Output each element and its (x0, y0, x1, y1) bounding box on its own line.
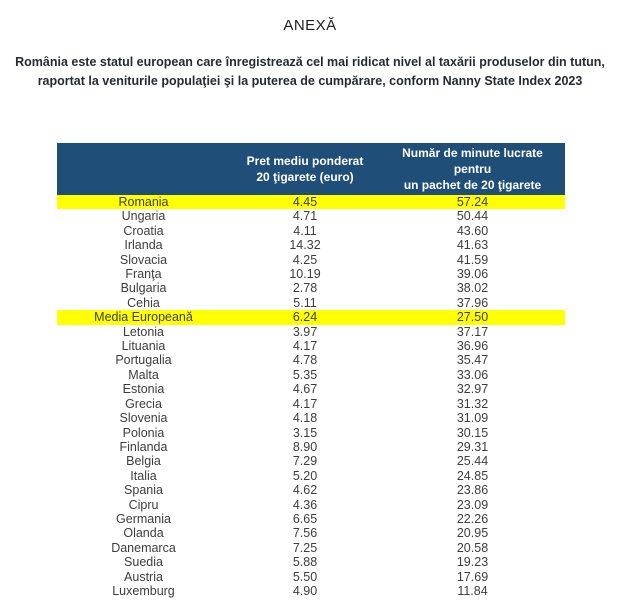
table-row-highlighted (57, 195, 565, 209)
table-header-row (57, 143, 565, 195)
table-header (57, 143, 565, 195)
cell-country: Spania (124, 483, 163, 498)
cell-minutes: 37.96 (456, 295, 489, 310)
cell-minutes: 32.97 (456, 382, 489, 397)
cell-country: Bulgaria (120, 281, 167, 296)
cell-minutes: 20.95 (456, 526, 489, 541)
table-row (57, 454, 565, 468)
cell-minutes: 41.59 (456, 252, 489, 267)
subtitle-line-2: raportat la veniturile populaţiei şi la puterea de cumpărare, conform Nanny State Index 2023 (37, 74, 583, 88)
header-cell-price (230, 143, 380, 195)
table-row (57, 368, 565, 382)
table-row (57, 238, 565, 252)
cell-price: 6.24 (230, 310, 380, 324)
cell-price: 5.35 (292, 367, 318, 382)
cell-price: 7.29 (292, 454, 318, 469)
cell-minutes: 41.63 (456, 238, 489, 253)
cell-country: Suedia (124, 555, 163, 570)
cell-country: Danemarca (111, 540, 176, 555)
cell-minutes: 31.32 (456, 396, 489, 411)
cell-country: Estonia (122, 382, 165, 397)
cell-country: Grecia (125, 396, 162, 411)
cell-minutes: 37.17 (456, 324, 489, 339)
table-row (57, 411, 565, 425)
cell-country: Germania (116, 511, 171, 526)
table-row (57, 397, 565, 411)
cell-country: Letonia (122, 324, 164, 339)
table-row (57, 498, 565, 512)
header-cell-country (57, 143, 230, 195)
cell-minutes: 36.96 (456, 339, 489, 354)
page-title: ANEXĂ (283, 17, 337, 34)
cell-price: 5.11 (293, 295, 317, 310)
cell-minutes: 57.24 (380, 195, 565, 209)
cell-price: 4.36 (292, 497, 318, 512)
cell-country: Franţa (125, 267, 162, 282)
cell-country: Ungaria (121, 209, 166, 224)
cell-price: 6.65 (292, 511, 318, 526)
cell-country: Slovacia (119, 252, 168, 267)
table-row (57, 469, 565, 483)
cell-minutes: 25.44 (456, 454, 489, 469)
cell-price: 4.67 (292, 382, 318, 397)
cell-minutes: 50.44 (456, 209, 489, 224)
cell-price: 3.97 (292, 324, 318, 339)
cell-price: 4.18 (292, 411, 318, 426)
table-row (57, 526, 565, 540)
cell-minutes: 24.85 (456, 468, 489, 483)
table-row (57, 224, 565, 238)
cell-price: 4.17 (292, 339, 318, 354)
cell-price: 2.78 (292, 281, 318, 296)
cell-minutes: 30.15 (456, 425, 489, 440)
cell-country: Croatia (123, 223, 164, 238)
cell-minutes: 39.06 (456, 267, 489, 282)
cell-country: Malta (128, 367, 159, 382)
header-price-line-1: Pret mediu ponderat (246, 154, 364, 168)
cell-minutes: 27.50 (380, 310, 565, 324)
page-subtitle (0, 53, 620, 91)
cell-minutes: 20.58 (456, 540, 489, 555)
table-row (57, 339, 565, 353)
cell-price: 4.17 (292, 396, 318, 411)
cell-price: 7.56 (292, 526, 318, 541)
cell-minutes: 43.60 (456, 223, 489, 238)
table-row (57, 281, 565, 295)
cell-price: 4.71 (292, 209, 318, 224)
cell-minutes: 35.47 (456, 353, 489, 368)
cell-country: Finlanda (119, 439, 168, 454)
table-row (57, 555, 565, 569)
cell-price: 4.78 (292, 353, 318, 368)
header-minutes-line-2: un pachet de 20 ţigarete (403, 178, 542, 192)
header-cell-minutes (380, 143, 565, 195)
cell-price: 5.50 (292, 569, 318, 584)
table-row (57, 584, 565, 598)
cell-price: 8.90 (292, 439, 318, 454)
cell-country: Polonia (122, 425, 165, 440)
cell-price: 14.32 (289, 238, 321, 253)
cell-price: 3.15 (292, 425, 318, 440)
cell-country: Media Europeană (57, 310, 230, 324)
table-row-highlighted (57, 310, 565, 324)
cell-minutes: 29.31 (456, 439, 489, 454)
cell-country: Romania (57, 195, 230, 209)
table-row (57, 382, 565, 396)
cell-price: 5.88 (292, 555, 318, 570)
table-row (57, 253, 565, 267)
cell-country: Luxemburg (112, 583, 175, 598)
cell-minutes: 33.06 (456, 367, 489, 382)
header-price-line-2: 20 ţigarete (euro) (256, 170, 354, 184)
cell-minutes: 23.09 (456, 497, 489, 512)
cell-country: Portugalia (115, 353, 172, 368)
table-row (57, 353, 565, 367)
subtitle-line-1: România este statul european care înregistrează cel mai ridicat nivel al taxării produselor din tutun, (15, 55, 605, 69)
cell-country: Italia (130, 468, 157, 483)
cell-price: 7.25 (292, 540, 318, 555)
cell-minutes: 11.84 (457, 583, 488, 598)
cell-price: 4.45 (230, 195, 380, 209)
cell-country: Austria (124, 569, 163, 584)
cell-minutes: 22.26 (456, 511, 489, 526)
cell-minutes: 38.02 (456, 281, 489, 296)
cell-country: Olanda (123, 526, 164, 541)
cell-price: 4.90 (292, 583, 318, 598)
tobacco-tax-table (57, 143, 565, 598)
cell-country: Cipru (128, 497, 159, 512)
table-body (57, 195, 565, 598)
header-minutes-line-1: Număr de minute lucrate pentru (402, 146, 543, 176)
cell-country: Cehia (127, 295, 160, 310)
cell-price: 10.19 (289, 267, 321, 282)
cell-price: 5.20 (292, 468, 318, 483)
table-row (57, 512, 565, 526)
cell-price: 4.11 (293, 223, 317, 238)
cell-country: Irlanda (124, 238, 163, 253)
table-row (57, 426, 565, 440)
cell-minutes: 19.23 (456, 555, 489, 570)
cell-minutes: 31.09 (456, 411, 489, 426)
table-row (57, 325, 565, 339)
table-row (57, 440, 565, 454)
cell-country: Slovenia (119, 411, 168, 426)
cell-country: Belgia (126, 454, 161, 469)
cell-price: 4.62 (292, 483, 318, 498)
table-row (57, 541, 565, 555)
table-row (57, 267, 565, 281)
table-row (57, 209, 565, 223)
cell-minutes: 17.69 (456, 569, 489, 584)
table-row (57, 483, 565, 497)
table-row (57, 296, 565, 310)
cell-minutes: 23.86 (456, 483, 489, 498)
table-row (57, 570, 565, 584)
cell-country: Lituania (121, 339, 166, 354)
cell-price: 4.25 (292, 252, 318, 267)
